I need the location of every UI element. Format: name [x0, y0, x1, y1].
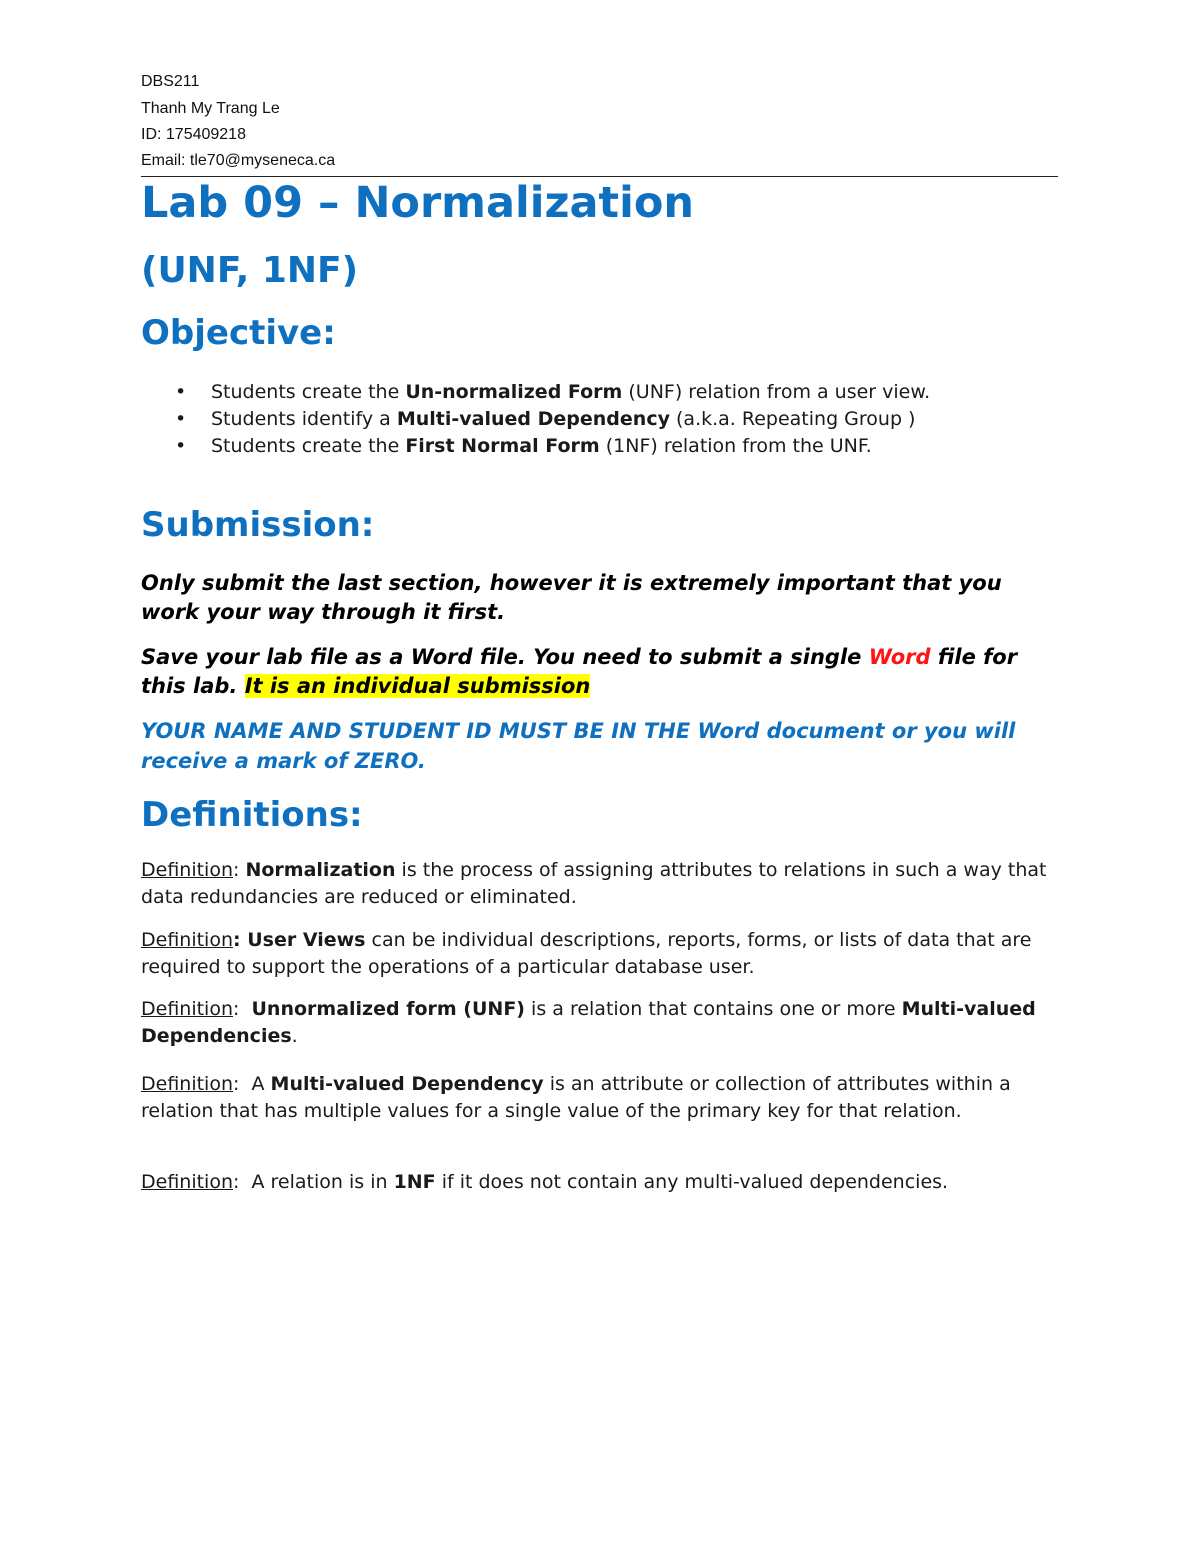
list-item — [141, 433, 930, 460]
objective-term: Multi-valued Dependency — [396, 408, 670, 430]
objectives-list — [141, 379, 930, 460]
definition-text: is an attribute or collection of attributes within a relation that has multiple values for a single value of the primary key for that relation. — [141, 1073, 1011, 1122]
bullet-icon: • — [175, 435, 187, 457]
name-id-warning: YOUR NAME AND STUDENT ID MUST BE IN THE Word document or you will receive a mark of ZERO. — [141, 719, 1016, 773]
definition-text: is a relation that contains one or more — [525, 998, 902, 1020]
lab-title: Lab 09 – Normalization — [141, 178, 694, 228]
definition-term: 1NF — [393, 1171, 436, 1193]
definition-separator: : A — [233, 1073, 271, 1095]
header-divider — [141, 176, 1058, 177]
definition-separator: : — [233, 859, 246, 881]
objective-text: Students create the — [211, 381, 406, 403]
definition-text: if it does not contain any multi-valued dependencies. — [435, 1171, 949, 1193]
word-emphasis: Word — [868, 645, 931, 669]
definition-label: Definition — [141, 1171, 234, 1193]
submission-heading: Submission: — [141, 505, 375, 545]
student-name: Thanh My Trang Le — [141, 100, 280, 117]
definition-multivalued-dependency — [141, 1071, 1056, 1125]
individual-submission-highlight: It is an individual submission — [244, 674, 591, 698]
definition-term: Normalization — [245, 859, 396, 881]
objective-text: Students create the — [211, 435, 406, 457]
definition-label: Definition — [141, 998, 234, 1020]
objective-text: Students identify a — [211, 408, 397, 430]
objective-heading: Objective: — [141, 313, 336, 353]
objective-term: Un-normalized Form — [405, 381, 623, 403]
definition-term: Multi-valued Dependencies — [141, 998, 1036, 1047]
submission-text: Save your lab file as a Word file. You need to submit a single — [141, 645, 869, 669]
bullet-icon: • — [175, 381, 187, 403]
definition-separator: : — [233, 929, 248, 951]
definition-separator: : A relation is in — [233, 1171, 394, 1193]
objective-term: First Normal Form — [405, 435, 600, 457]
student-id: ID: 175409218 — [141, 126, 246, 143]
course-code: DBS211 — [141, 73, 200, 90]
lab-subtitle: (UNF, 1NF) — [141, 250, 359, 291]
definition-term: Unnormalized form (UNF) — [251, 998, 525, 1020]
definition-label: Definition — [141, 1073, 234, 1095]
definition-1nf — [141, 1169, 1056, 1196]
definition-normalization — [141, 857, 1056, 911]
definition-text: can be individual descriptions, reports, forms, or lists of data that are required to support the operations of a particular database user. — [141, 929, 1032, 978]
bullet-icon: • — [175, 408, 187, 430]
definition-separator: : — [233, 998, 252, 1020]
definition-label: Definition — [141, 859, 234, 881]
list-item — [141, 406, 930, 433]
definition-text: is the process of assigning attributes to relations in such a way that data redundancies are reduced or eliminated. — [141, 859, 1047, 908]
objective-text: (UNF) relation from a user view. — [622, 381, 931, 403]
definitions-heading: Definitions: — [141, 795, 363, 835]
submission-format-note — [141, 643, 1061, 701]
submission-instruction: Only submit the last section, however it is extremely important that you work your way through it first. — [141, 571, 1002, 624]
definition-text: . — [291, 1025, 298, 1047]
definition-term: Multi-valued Dependency — [270, 1073, 544, 1095]
student-email: Email: tle70@myseneca.ca — [141, 152, 336, 169]
definition-unf — [141, 996, 1056, 1050]
definition-label: Definition — [141, 929, 234, 951]
objective-text: (1NF) relation from the UNF. — [599, 435, 872, 457]
objective-text: (a.k.a. Repeating Group ) — [669, 408, 916, 430]
definition-user-views — [141, 927, 1056, 981]
list-item — [141, 379, 930, 406]
definition-term: User Views — [247, 929, 366, 951]
submission-text: file for this lab. — [141, 645, 1018, 698]
